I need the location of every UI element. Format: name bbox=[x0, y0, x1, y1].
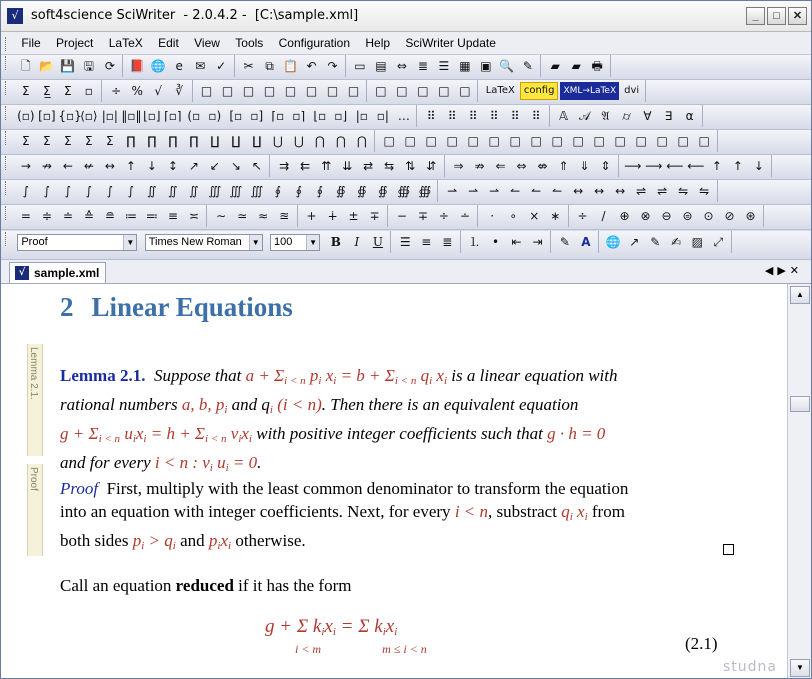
format-icon[interactable]: ▤ bbox=[375, 59, 387, 73]
rel-icon-7[interactable]: ≕ bbox=[145, 209, 158, 223]
pdf-icon[interactable]: ▰ bbox=[550, 59, 560, 73]
arrow-icon-22[interactable]: ⇏ bbox=[474, 159, 485, 173]
harpoon-icon-11[interactable]: ⇌ bbox=[657, 184, 668, 198]
bin-icon-6[interactable]: ∓ bbox=[417, 209, 428, 223]
underline-button[interactable]: U bbox=[372, 235, 383, 249]
harpoon-icon-13[interactable]: ⇋ bbox=[699, 184, 710, 198]
circ-icon-1[interactable]: ⊕ bbox=[619, 209, 630, 223]
style-select[interactable] bbox=[17, 234, 137, 251]
arrow-icon-11[interactable]: ↘ bbox=[230, 159, 241, 173]
arrow-icon-15[interactable]: ⇈ bbox=[321, 159, 332, 173]
arrow-icon-7[interactable]: ↓ bbox=[146, 159, 157, 173]
rparen-icon[interactable]: ▫) bbox=[208, 109, 222, 123]
under-icon[interactable]: □ bbox=[396, 84, 408, 98]
arrow-icon-34[interactable]: ↑ bbox=[732, 159, 743, 173]
matrix-icon-6[interactable]: ⠿ bbox=[531, 109, 541, 123]
op-sum-sub-icon[interactable]: Σ bbox=[85, 134, 93, 148]
mail-icon[interactable]: ✉ bbox=[195, 59, 206, 73]
operators-toolbar bbox=[1, 130, 811, 155]
arrow-icon-28[interactable]: ⇕ bbox=[600, 159, 611, 173]
menu-latex[interactable]: LaTeX bbox=[108, 36, 143, 50]
font-a-icon[interactable]: 𝔸 bbox=[559, 109, 568, 123]
acc-icon-1[interactable]: □ bbox=[383, 134, 395, 148]
title-bar bbox=[1, 1, 811, 32]
rel-icon-13[interactable]: ≊ bbox=[279, 209, 290, 223]
globe-icon[interactable]: 🌐 bbox=[150, 59, 166, 73]
cut-icon[interactable]: ✂ bbox=[243, 59, 254, 73]
copy-icon[interactable]: ⧉ bbox=[265, 59, 274, 73]
arrow-icon-19[interactable]: ⇅ bbox=[405, 159, 416, 173]
script-icon-8[interactable]: □ bbox=[347, 84, 360, 98]
cylinder-icon[interactable]: ⌭ bbox=[622, 109, 631, 123]
lemma-paragraph[interactable]: Lemma 2.1. Suppose that $a + \Sigma_{i < n}$ $p_i$ $x_i = b + \Sigma_{i < n}$ $q_i$ $x_i$ is a linear equation with rational numbers a, b, $p_i$ and $q_i$ (i < n). Then there is an equivalent equation $g + \Sigma_{i < n}$ $u_ix_i = h + \Sigma_{i < n}$ $v_ix_i$ with positive integer coefficients such that g · h = 0 and for every i < n : $v_i$ $u_i = 0$. bbox=[60, 366, 618, 474]
proof-paragraph[interactable]: Proof First, multiply with the least common denominator to transform the equation into an equation with integer coefficients. Next, for every i < n, substract $q_i$ $x_i$ from both sides $p_i > q_i$ and $p_ix_i$ otherwise. bbox=[60, 479, 629, 552]
acc-icon-2[interactable]: □ bbox=[404, 134, 416, 148]
braces-icon[interactable]: {▫} bbox=[58, 109, 82, 123]
document-icon: √ bbox=[15, 266, 29, 280]
circ-icon-6[interactable]: ⊘ bbox=[724, 209, 735, 223]
resize-icon[interactable]: ⇔ bbox=[396, 59, 407, 73]
arrow-icon-2[interactable]: ↛ bbox=[41, 159, 52, 173]
size-select[interactable] bbox=[270, 234, 320, 251]
fence-icon-18[interactable]: ▫| bbox=[376, 109, 389, 123]
font-value: Times New Roman bbox=[148, 236, 242, 248]
rel-icon-4[interactable]: ≙ bbox=[83, 209, 94, 223]
sum-sub-icon[interactable]: Σ bbox=[64, 84, 72, 98]
matrix-icon-2[interactable]: ⠿ bbox=[447, 109, 457, 123]
tab-close-icon[interactable]: ✕ bbox=[789, 265, 803, 277]
web-icon[interactable]: 🌐 bbox=[605, 235, 621, 249]
tensor-icon[interactable]: □ bbox=[438, 84, 450, 98]
op-bigcap-lim-icon[interactable]: ⋂ bbox=[335, 134, 346, 148]
arrow-icon-33[interactable]: ↑ bbox=[711, 159, 722, 173]
arrow-icon-18[interactable]: ⇆ bbox=[384, 159, 395, 173]
int-icon-6[interactable]: ∫ bbox=[127, 184, 134, 198]
nth-root-icon[interactable]: ∛ bbox=[175, 84, 184, 98]
binomial-icon[interactable]: ▫ bbox=[84, 84, 93, 98]
over-icon[interactable]: □ bbox=[375, 84, 387, 98]
arrow-icon-21[interactable]: ⇒ bbox=[453, 159, 464, 173]
bin-icon-1[interactable]: + bbox=[306, 209, 317, 223]
bullet-list-icon[interactable]: • bbox=[492, 235, 500, 249]
iiint-icon-1[interactable]: ∭ bbox=[208, 184, 222, 198]
book-icon[interactable]: 📕 bbox=[129, 59, 145, 73]
outdent-icon[interactable]: ⇤ bbox=[511, 235, 522, 249]
lemma-margin-tag[interactable]: Lemma 2.1. bbox=[27, 344, 43, 456]
harpoon-icon-1[interactable]: ⇀ bbox=[447, 184, 458, 198]
script-icon-1[interactable]: □ bbox=[200, 84, 213, 98]
bin-icon-9[interactable]: · bbox=[490, 209, 495, 223]
menu-configuration[interactable]: Configuration bbox=[278, 36, 351, 50]
sum-limits-icon[interactable]: Σ̲ bbox=[43, 84, 51, 98]
rel-icon-9[interactable]: ≍ bbox=[188, 209, 199, 223]
relations-toolbar bbox=[1, 205, 811, 230]
lparen-icon[interactable]: (▫ bbox=[187, 109, 201, 123]
bin-icon-3[interactable]: ± bbox=[348, 209, 359, 223]
font-select[interactable] bbox=[145, 234, 263, 251]
link-icon[interactable]: ↗ bbox=[629, 235, 640, 249]
arrow-icon-14[interactable]: ⇇ bbox=[300, 159, 311, 173]
highlight-color-icon[interactable]: ✎ bbox=[559, 235, 570, 249]
harpoon-icon-4[interactable]: ↼ bbox=[510, 184, 521, 198]
image-icon[interactable]: ▨ bbox=[691, 235, 703, 249]
underover-icon[interactable]: □ bbox=[417, 84, 429, 98]
bin-icon-13[interactable]: ÷ bbox=[577, 209, 588, 223]
align-center-icon[interactable]: ≡ bbox=[421, 235, 432, 249]
ceil-icon[interactable]: ⌈▫⌉ bbox=[164, 109, 182, 123]
menu-sciwriter-update[interactable]: SciWriter Update bbox=[405, 36, 496, 50]
script-icon-6[interactable]: □ bbox=[305, 84, 318, 98]
bin-icon-14[interactable]: / bbox=[601, 209, 606, 223]
fence-icon-15[interactable]: ⌊▫ bbox=[313, 109, 327, 123]
arrow-icon-32[interactable]: ⟵ bbox=[687, 159, 705, 173]
harpoon-icon-3[interactable]: ⇀ bbox=[489, 184, 500, 198]
arrow-icon-16[interactable]: ⇊ bbox=[342, 159, 353, 173]
stack-icon[interactable]: ÷ bbox=[111, 84, 122, 98]
italic-button[interactable]: I bbox=[354, 235, 360, 249]
menu-grip bbox=[5, 37, 9, 51]
iint-icon-1[interactable]: ∬ bbox=[147, 184, 157, 198]
close-button[interactable]: ✕ bbox=[788, 7, 807, 25]
sqrt-icon[interactable]: √ bbox=[154, 84, 163, 98]
arrow-icon-27[interactable]: ⇓ bbox=[579, 159, 590, 173]
save-icon[interactable]: 💾 bbox=[60, 59, 76, 73]
arrow-icon-30[interactable]: ⟶ bbox=[645, 159, 663, 173]
bin-icon-4[interactable]: ∓ bbox=[369, 209, 380, 223]
style-value: Proof bbox=[21, 236, 48, 248]
acc-icon-3[interactable]: □ bbox=[425, 134, 437, 148]
xml-to-latex-button[interactable]: XML→LaTeX bbox=[560, 82, 619, 100]
sum-icon[interactable]: Σ bbox=[22, 84, 30, 98]
script-icon-7[interactable]: □ bbox=[326, 84, 339, 98]
op-prod-under-icon[interactable]: ∏ bbox=[168, 134, 178, 148]
op-coprod-icon[interactable]: ∐ bbox=[210, 134, 220, 148]
find-icon[interactable]: 🔍 bbox=[499, 59, 515, 73]
parens-icon[interactable]: (▫) bbox=[17, 109, 35, 123]
iiint-icon-2[interactable]: ∭ bbox=[229, 184, 243, 198]
op-prod-sub-icon[interactable]: ∏ bbox=[189, 134, 199, 148]
harpoon-icon-7[interactable]: ↔ bbox=[573, 184, 584, 198]
menu-view[interactable]: View bbox=[194, 36, 220, 50]
browser-icon[interactable]: e bbox=[175, 59, 183, 73]
matrix-icon-3[interactable]: ⠿ bbox=[468, 109, 478, 123]
op-sum-under-icon[interactable]: Σ bbox=[64, 134, 72, 148]
multiscript-icon[interactable]: □ bbox=[459, 84, 471, 98]
fence-icon-16[interactable]: ▫⌋ bbox=[334, 109, 348, 123]
oiiint-icon-2[interactable]: ∰ bbox=[418, 184, 432, 198]
section-title: Linear Equations bbox=[91, 292, 293, 322]
oiint-icon-2[interactable]: ∯ bbox=[357, 184, 367, 198]
bin-icon-7[interactable]: ÷ bbox=[438, 209, 449, 223]
print-icon[interactable]: 🖶 bbox=[591, 59, 603, 73]
tab-label: sample.xml bbox=[34, 266, 100, 280]
acc-icon-14[interactable]: □ bbox=[656, 134, 668, 148]
acc-icon-6[interactable]: □ bbox=[488, 134, 500, 148]
menu-project[interactable]: Project bbox=[56, 36, 94, 50]
display-equation[interactable]: g + Σ $k_ix_i = \Sigma$ $k_ix_i$ i < m m ≤ i < n bbox=[265, 616, 427, 656]
bin-icon-11[interactable]: × bbox=[529, 209, 540, 223]
arrow-icon-8[interactable]: ↕ bbox=[167, 159, 178, 173]
menu-bar bbox=[1, 32, 811, 55]
acc-icon-15[interactable]: □ bbox=[677, 134, 689, 148]
save-all-icon[interactable]: 🖫 bbox=[83, 59, 94, 73]
menu-edit[interactable]: Edit bbox=[158, 36, 179, 50]
int-icon-2[interactable]: ∫ bbox=[43, 184, 50, 198]
proof-margin-tag[interactable]: Proof bbox=[27, 464, 43, 556]
op-coprod-lim-icon[interactable]: ∐ bbox=[231, 134, 241, 148]
harpoon-icon-12[interactable]: ⇋ bbox=[678, 184, 689, 198]
menu-help[interactable]: Help bbox=[365, 36, 391, 50]
section-heading: 2 Linear Equations bbox=[60, 292, 293, 322]
standard-toolbar bbox=[1, 55, 811, 80]
document-tab-bar bbox=[1, 260, 811, 284]
redo-icon[interactable]: ↷ bbox=[327, 59, 338, 73]
rel-icon-11[interactable]: ≃ bbox=[237, 209, 248, 223]
bin-icon-8[interactable]: ∸ bbox=[459, 209, 470, 223]
script-icon-5[interactable]: □ bbox=[284, 84, 297, 98]
arrow-icon-5[interactable]: ↔ bbox=[104, 159, 115, 173]
op-prod-lim-icon[interactable]: ∏ bbox=[147, 134, 157, 148]
arrow-icon-25[interactable]: ⇎ bbox=[537, 159, 548, 173]
rel-icon-10[interactable]: ∼ bbox=[216, 209, 227, 223]
maximize-button[interactable]: □ bbox=[767, 7, 786, 25]
arrow-icon-24[interactable]: ⇔ bbox=[516, 159, 527, 173]
acc-icon-16[interactable]: □ bbox=[698, 134, 710, 148]
arrow-icon-12[interactable]: ↖ bbox=[251, 159, 262, 173]
latex-to-dvi-button[interactable]: dvi bbox=[624, 85, 640, 96]
floor-icon[interactable]: ⌊▫⌋ bbox=[143, 109, 161, 123]
harpoon-icon-9[interactable]: ↔ bbox=[615, 184, 626, 198]
harpoon-icon-8[interactable]: ↔ bbox=[594, 184, 605, 198]
frak-a-icon[interactable]: 𝔄 bbox=[601, 109, 610, 123]
sum-limit-1: i < m bbox=[295, 642, 322, 656]
op-sum-sup-icon[interactable]: Σ bbox=[106, 134, 114, 148]
bin-icon-5[interactable]: − bbox=[396, 209, 407, 223]
op-bigcap-sub-icon[interactable]: ⋂ bbox=[356, 134, 367, 148]
ruler-icon[interactable]: ▭ bbox=[354, 59, 366, 73]
acc-icon-11[interactable]: □ bbox=[593, 134, 605, 148]
equation-number: (2.1) bbox=[685, 634, 718, 653]
matrix-icon-4[interactable]: ⠿ bbox=[489, 109, 499, 123]
arrow-icon-3[interactable]: ← bbox=[62, 159, 73, 173]
lbrack-icon[interactable]: [▫ bbox=[229, 109, 243, 123]
int-icon-3[interactable]: ∫ bbox=[64, 184, 71, 198]
script-a-icon[interactable]: 𝒜 bbox=[578, 109, 591, 123]
rel-icon-6[interactable]: ≔ bbox=[124, 209, 137, 223]
numbered-list-icon[interactable]: ⒈ bbox=[468, 235, 481, 249]
arrow-icon-35[interactable]: ↓ bbox=[753, 159, 764, 173]
refresh-icon[interactable]: ⟳ bbox=[104, 59, 115, 73]
edit-icon[interactable]: ✎ bbox=[650, 235, 661, 249]
scroll-up-icon[interactable]: ▲ bbox=[790, 286, 810, 304]
chevron-down-icon: ▼ bbox=[123, 235, 136, 250]
brackets-icon[interactable]: [▫] bbox=[38, 109, 56, 123]
acc-icon-8[interactable]: □ bbox=[530, 134, 542, 148]
matrix-icon-1[interactable]: ⠿ bbox=[426, 109, 436, 123]
oint-icon-1[interactable]: ∮ bbox=[274, 184, 281, 198]
rbrack-icon[interactable]: ▫] bbox=[250, 109, 264, 123]
acc-icon-9[interactable]: □ bbox=[551, 134, 563, 148]
arrow-icon-1[interactable]: → bbox=[20, 159, 31, 173]
vertical-scrollbar[interactable] bbox=[787, 284, 812, 679]
ellipsis-icon[interactable]: … bbox=[397, 109, 410, 123]
tab-prev-icon[interactable]: ◀ bbox=[764, 265, 778, 277]
chevron-down-icon: ▼ bbox=[306, 235, 319, 250]
script-icon-2[interactable]: □ bbox=[221, 84, 234, 98]
harpoon-icon-2[interactable]: ⇀ bbox=[468, 184, 479, 198]
rel-icon-3[interactable]: ≐ bbox=[62, 209, 73, 223]
iint-icon-3[interactable]: ∬ bbox=[189, 184, 199, 198]
norm-icon[interactable]: ‖▫‖ bbox=[121, 109, 142, 123]
indent-icon[interactable]: ⇥ bbox=[532, 235, 543, 249]
circ-icon-3[interactable]: ⊖ bbox=[661, 209, 672, 223]
selection-handle[interactable] bbox=[723, 544, 734, 555]
oiint-icon-3[interactable]: ∯ bbox=[378, 184, 388, 198]
align-left-icon[interactable]: ☰ bbox=[399, 235, 411, 249]
acc-icon-10[interactable]: □ bbox=[572, 134, 584, 148]
oiiint-icon-1[interactable]: ∰ bbox=[397, 184, 411, 198]
definition-paragraph[interactable]: Call an equation reduced if it has the form bbox=[60, 576, 352, 595]
fence-icon-13[interactable]: ⌈▫ bbox=[271, 109, 285, 123]
bin-icon-12[interactable]: ∗ bbox=[550, 209, 561, 223]
arrow-icon-20[interactable]: ⇵ bbox=[426, 159, 437, 173]
rel-icon-8[interactable]: ≡ bbox=[167, 209, 178, 223]
arrow-icon-31[interactable]: ⟵ bbox=[666, 159, 684, 173]
scroll-down-icon[interactable]: ▼ bbox=[790, 659, 810, 677]
greek-icon[interactable]: α bbox=[685, 109, 694, 123]
arrow-icon-10[interactable]: ↙ bbox=[209, 159, 220, 173]
menu-tools[interactable]: Tools bbox=[235, 36, 264, 50]
iiint-icon-3[interactable]: ∭ bbox=[250, 184, 264, 198]
zoom-icon[interactable]: ⤢ bbox=[713, 235, 724, 249]
harpoon-icon-5[interactable]: ↼ bbox=[531, 184, 542, 198]
harpoon-icon-6[interactable]: ↼ bbox=[552, 184, 563, 198]
rel-icon-2[interactable]: ≑ bbox=[41, 209, 52, 223]
op-sum-icon[interactable]: Σ bbox=[22, 134, 30, 148]
oint-icon-2[interactable]: ∮ bbox=[295, 184, 302, 198]
properties-icon[interactable]: ▦ bbox=[459, 59, 471, 73]
fence-icon-17[interactable]: |▫ bbox=[355, 109, 368, 123]
harpoon-icon-10[interactable]: ⇌ bbox=[636, 184, 647, 198]
menu-file[interactable]: File bbox=[21, 36, 41, 50]
acc-icon-13[interactable]: □ bbox=[635, 134, 647, 148]
rel-icon-12[interactable]: ≈ bbox=[258, 209, 269, 223]
fences-toolbar bbox=[1, 105, 811, 130]
script-icon-3[interactable]: □ bbox=[242, 84, 255, 98]
app-logo-icon: √ bbox=[7, 8, 23, 24]
arrow-icon-6[interactable]: ↑ bbox=[125, 159, 136, 173]
arrow-icon-26[interactable]: ⇑ bbox=[558, 159, 569, 173]
bin-icon-10[interactable]: ∘ bbox=[509, 209, 517, 223]
scroll-thumb[interactable] bbox=[790, 396, 810, 412]
circ-icon-7[interactable]: ⊛ bbox=[745, 209, 756, 223]
circ-icon-2[interactable]: ⊗ bbox=[640, 209, 651, 223]
arrow-icon-4[interactable]: ↚ bbox=[83, 159, 94, 173]
oiint-icon-1[interactable]: ∯ bbox=[336, 184, 346, 198]
acc-icon-12[interactable]: □ bbox=[614, 134, 626, 148]
sum-limit-2: m ≤ i < n bbox=[382, 642, 427, 656]
arrow-icon-9[interactable]: ↗ bbox=[188, 159, 199, 173]
pdf-preview-icon[interactable]: ▰ bbox=[571, 59, 581, 73]
arrows-toolbar bbox=[1, 155, 811, 180]
op-bigcup-lim-icon[interactable]: ⋃ bbox=[293, 134, 304, 148]
bin-icon-2[interactable]: ∔ bbox=[327, 209, 338, 223]
forall-icon[interactable]: ∀ bbox=[643, 109, 652, 123]
lines-icon[interactable]: ≣ bbox=[417, 59, 428, 73]
int-icon-5[interactable]: ∫ bbox=[106, 184, 113, 198]
tab-next-icon[interactable]: ▶ bbox=[777, 265, 790, 277]
circ-icon-4[interactable]: ⊜ bbox=[682, 209, 693, 223]
document-area[interactable] bbox=[1, 284, 787, 679]
open-folder-icon[interactable]: 📂 bbox=[39, 59, 55, 73]
arrow-icon-29[interactable]: ⟶ bbox=[624, 159, 642, 173]
int-icon-4[interactable]: ∫ bbox=[85, 184, 92, 198]
angles-icon[interactable]: ⟨▫⟩ bbox=[80, 109, 98, 123]
abs-icon[interactable]: |▫| bbox=[101, 109, 118, 123]
op-sum-lim-icon[interactable]: Σ bbox=[43, 134, 51, 148]
rel-icon-1[interactable]: = bbox=[20, 209, 31, 223]
script-icon-4[interactable]: □ bbox=[263, 84, 276, 98]
window-title: soft4science SciWriter - 2.0.4.2 - [C:\sample.xml] bbox=[31, 8, 359, 23]
spellcheck-icon[interactable]: ✓ bbox=[216, 59, 227, 73]
op-bigcup-icon[interactable]: ⋃ bbox=[272, 134, 283, 148]
latex-icon[interactable]: LaTeX bbox=[485, 85, 515, 96]
new-file-icon[interactable]: 🗋 bbox=[21, 59, 31, 73]
arrow-icon-13[interactable]: ⇉ bbox=[279, 159, 290, 173]
size-value: 100 bbox=[274, 236, 293, 248]
acc-icon-4[interactable]: □ bbox=[446, 134, 458, 148]
acc-icon-7[interactable]: □ bbox=[509, 134, 521, 148]
font-color-icon[interactable]: A bbox=[581, 235, 591, 249]
integrals-toolbar bbox=[1, 180, 811, 205]
fence-icon-14[interactable]: ▫⌉ bbox=[292, 109, 306, 123]
acc-icon-5[interactable]: □ bbox=[467, 134, 479, 148]
op-prod-icon[interactable]: ∏ bbox=[126, 134, 136, 148]
outline-icon[interactable]: ☰ bbox=[438, 59, 450, 73]
math-layout-toolbar bbox=[1, 80, 811, 105]
minimize-button[interactable]: _ bbox=[746, 7, 765, 25]
arrow-icon-17[interactable]: ⇄ bbox=[363, 159, 374, 173]
watermark: studna bbox=[723, 659, 777, 675]
note-icon[interactable]: ✍ bbox=[671, 235, 682, 249]
iint-icon-2[interactable]: ∬ bbox=[168, 184, 178, 198]
formatting-toolbar bbox=[1, 231, 811, 260]
circ-icon-5[interactable]: ⊙ bbox=[703, 209, 714, 223]
fraction-icon[interactable]: % bbox=[131, 84, 143, 98]
op-bigcap-icon[interactable]: ⋂ bbox=[314, 134, 325, 148]
chevron-down-icon: ▼ bbox=[249, 235, 262, 250]
undo-icon[interactable]: ↶ bbox=[306, 59, 317, 73]
op-coprod-under-icon[interactable]: ∐ bbox=[252, 134, 262, 148]
int-icon-1[interactable]: ∫ bbox=[22, 184, 29, 198]
matrix-icon-5[interactable]: ⠿ bbox=[510, 109, 520, 123]
arrow-icon-23[interactable]: ⇐ bbox=[495, 159, 506, 173]
paste-icon[interactable]: 📋 bbox=[283, 59, 298, 73]
latex-config-button[interactable]: config bbox=[520, 82, 559, 100]
bold-button[interactable]: B bbox=[330, 235, 341, 249]
rel-icon-5[interactable]: ≘ bbox=[104, 209, 115, 223]
align-justify-icon[interactable]: ≣ bbox=[442, 235, 453, 249]
exists-icon[interactable]: ∃ bbox=[664, 109, 673, 123]
tab-sample-xml[interactable] bbox=[9, 262, 106, 283]
oint-icon-3[interactable]: ∮ bbox=[316, 184, 323, 198]
window-icon[interactable]: ▣ bbox=[480, 59, 492, 73]
highlight-icon[interactable]: ✎ bbox=[522, 59, 533, 73]
